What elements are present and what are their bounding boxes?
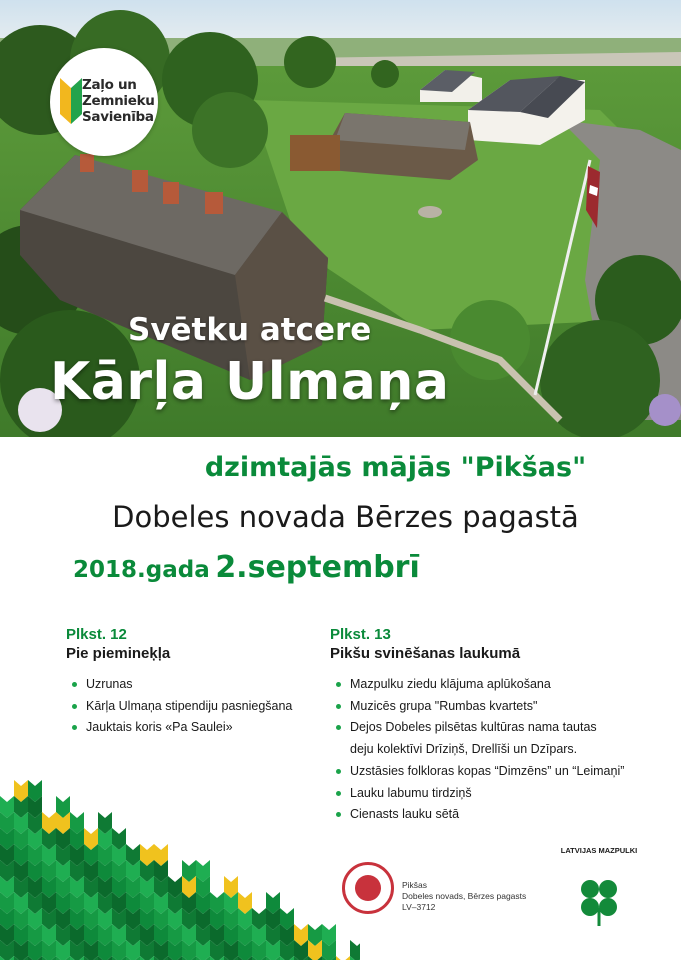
program-item: Cienasts lauku sētā: [330, 804, 660, 826]
title-line-2: Kārļa Ulmaņa: [50, 352, 450, 412]
chevron-pattern-decoration: [0, 780, 360, 960]
farmstead-photo: [0, 0, 681, 437]
address-line-3: LV–3712: [402, 902, 436, 912]
program-item: Mazpulku ziedu klājuma aplūkošana: [330, 674, 660, 696]
logo-line-3: Savienība: [82, 109, 154, 125]
title-line-1: Svētku atcere: [128, 312, 372, 348]
date-day: 2.septembrī: [215, 550, 420, 585]
address-line-1: Pikšas: [402, 880, 428, 890]
location-line: Dobeles novada Bērzes pagastā: [112, 500, 579, 534]
program-item-continuation: deju kolektīvi Drīziņš, Drellīši un Dzīpars.: [350, 742, 578, 757]
address-line-2: Dobeles novads, Bērzes pagasts: [402, 891, 527, 901]
program-item: Uzrunas: [66, 674, 316, 696]
party-logo: [50, 48, 158, 156]
mazpulki-label: LATVIJAS MAZPULKI: [560, 846, 638, 855]
seal-center: [355, 875, 381, 901]
program-list: [330, 674, 660, 826]
logo-line-1: Zaļo un: [82, 77, 137, 93]
date-line: [73, 550, 420, 585]
date-year: 2018.gada: [73, 557, 210, 583]
program-place: Pikšu svinēšanas laukumā: [330, 645, 521, 662]
program-item: Kārļa Ulmaņa stipendiju pasniegšana: [66, 696, 316, 718]
chevron-tile: [336, 956, 350, 960]
program-item: Dejos Dobeles pilsētas kultūras nama tautas: [330, 717, 660, 739]
logo-line-2: Zemnieku: [82, 93, 155, 109]
program-list: [66, 674, 316, 739]
chevron-tile: [350, 940, 360, 960]
program-column-right: [330, 626, 660, 826]
program-place: Pie piemineķļa: [66, 645, 171, 662]
address-block: [402, 880, 526, 913]
program-item: Lauku labumu tirdziņš: [330, 783, 660, 805]
program-time: Plkst. 13: [330, 626, 391, 643]
program-item: Muzicēs grupa "Rumbas kvartets": [330, 696, 660, 718]
leaf-mark-icon: [60, 78, 82, 124]
logo-wordmark: [82, 77, 155, 125]
clover-icon: [552, 846, 646, 930]
program-column-left: [66, 626, 316, 739]
program-time: Plkst. 12: [66, 626, 127, 643]
chevron-pattern: [0, 780, 360, 960]
memorial-museum-seal-icon: [342, 862, 394, 914]
mazpulki-logo: [552, 846, 646, 930]
program-item: Jauktais koris «Pa Saulei»: [66, 717, 316, 739]
venue-line: dzimtajās mājās "Pikšas": [204, 452, 587, 483]
program-item: Uzstāsies folkloras kopas “Dimzēns” un “Leimaņi”: [330, 761, 660, 783]
